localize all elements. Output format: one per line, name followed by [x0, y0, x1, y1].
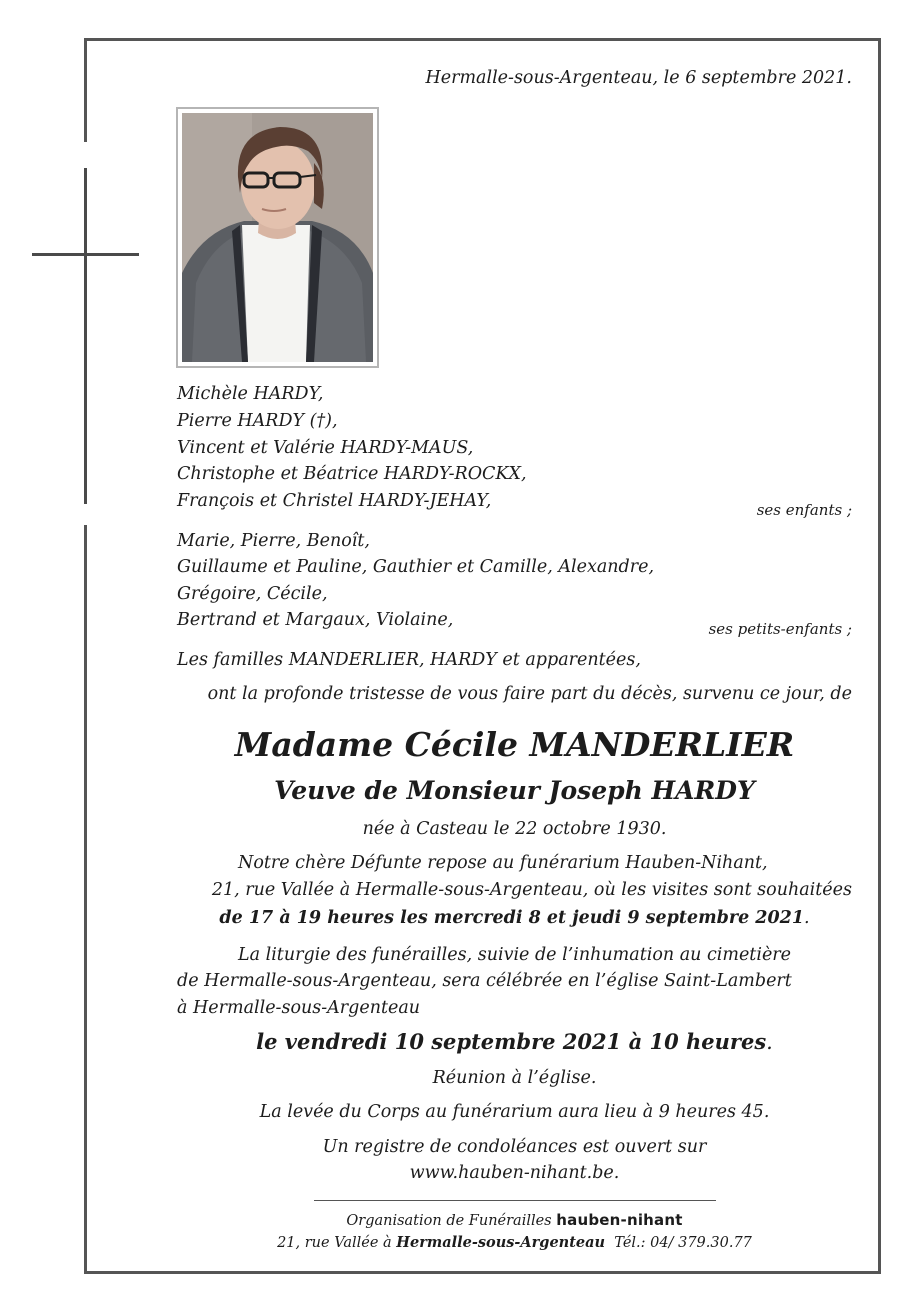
hauben-nihant-logo: hauben-nihant	[556, 1211, 683, 1229]
place-date: Hermalle-sous-Argenteau, le 6 septembre 2021.	[425, 68, 852, 88]
grandchildren-1: Marie, Pierre, Benoît,	[177, 531, 370, 551]
cross-horizontal	[32, 253, 139, 256]
liturgy-date-end: .	[766, 1030, 773, 1054]
grandchildren-4: Bertrand et Margaux, Violaine,	[177, 610, 454, 630]
child-1: Michèle HARDY,	[177, 384, 324, 404]
portrait-photo	[176, 107, 379, 368]
departure: La levée du Corps au funérarium aura lieu à 9 heures 45.	[259, 1102, 770, 1122]
footer-divider	[314, 1200, 716, 1201]
cross-vertical	[84, 168, 87, 504]
liturgy-date-bold: le vendredi 10 septembre 2021 à 10 heures	[256, 1029, 767, 1054]
child-3: Vincent et Valérie HARDY-MAUS,	[177, 438, 474, 458]
footer-address-prefix: 21, rue Vallée à	[277, 1235, 392, 1251]
footer-phone: Tél.: 04/ 379.30.77	[614, 1235, 752, 1251]
visitation-end: .	[804, 908, 810, 928]
child-2: Pierre HARDY (†),	[177, 411, 338, 431]
grandchildren-2: Guillaume et Pauline, Gauthier et Camille, Alexandre,	[177, 557, 655, 577]
liturgy-line-3: à Hermalle-sous-Argenteau	[177, 998, 421, 1018]
grandchildren-3: Grégoire, Cécile,	[177, 584, 328, 604]
footer-address	[84, 1232, 918, 1254]
condolences-url[interactable]: www.hauben-nihant.be.	[409, 1163, 620, 1183]
liturgy-line-1: La liturgie des funérailles, suivie de l’inhumation au cimetière	[238, 945, 792, 965]
children-relation: ses enfants ;	[756, 501, 852, 519]
frame-top	[84, 38, 881, 41]
widow-of: Veuve de Monsieur Joseph HARDY	[274, 776, 755, 805]
footer-address-city: Hermalle-sous-Argenteau	[396, 1234, 606, 1251]
visitation-line-3	[84, 906, 918, 931]
grandchildren-relation: ses petits-enfants ;	[708, 620, 852, 638]
families: Les familles MANDERLIER, HARDY et apparentées,	[177, 650, 641, 670]
child-4: Christophe et Béatrice HARDY-ROCKX,	[177, 464, 527, 484]
deceased-name: Madame Cécile MANDERLIER	[234, 725, 795, 764]
announcement: ont la profonde tristesse de vous faire part du décès, survenu ce jour, de	[207, 684, 852, 704]
frame-left-upper	[84, 38, 87, 142]
liturgy-date	[84, 1028, 918, 1056]
footer-org-prefix: Organisation de Funérailles	[346, 1213, 552, 1229]
condolences-line-1: Un registre de condoléances est ouvert sur	[322, 1137, 707, 1157]
child-5: François et Christel HARDY-JEHAY,	[177, 491, 492, 511]
visitation-hours: de 17 à 19 heures les mercredi 8 et jeudi 9 septembre 2021	[219, 908, 805, 928]
visitation-line-1: Notre chère Défunte repose au funérarium Hauben-Nihant,	[238, 853, 768, 873]
portrait-photo-icon	[182, 113, 373, 362]
liturgy-line-2: de Hermalle-sous-Argenteau, sera célébrée en l’église Saint-Lambert	[177, 971, 792, 991]
meeting: Réunion à l’église.	[432, 1068, 597, 1088]
birth-info: née à Casteau le 22 octobre 1930.	[362, 819, 667, 839]
frame-bottom	[84, 1271, 881, 1274]
footer-organisation	[84, 1209, 918, 1232]
visitation-line-2: 21, rue Vallée à Hermalle-sous-Argenteau, où les visites sont souhaitées	[211, 880, 852, 900]
